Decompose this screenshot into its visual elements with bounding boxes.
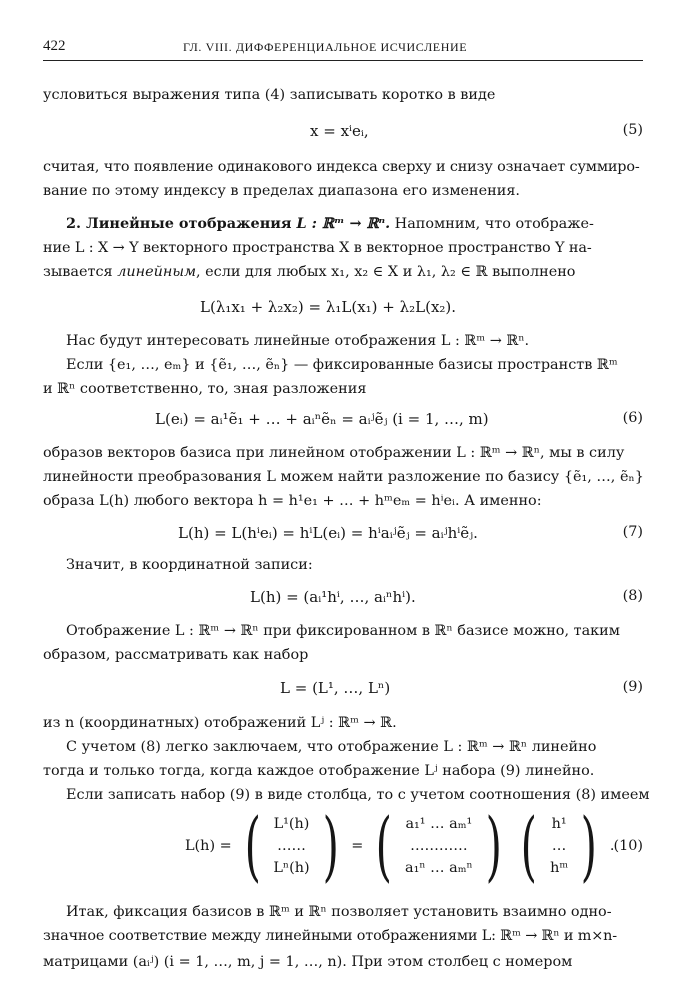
text-line: условиться выражения типа (4) записывать коротко в виде bbox=[43, 87, 496, 103]
formula-9: L = (L¹, …, Lⁿ) bbox=[280, 679, 391, 697]
right-paren: ) bbox=[322, 801, 339, 890]
page-number: 422 bbox=[43, 38, 66, 54]
formula-10 bbox=[185, 801, 615, 890]
formula-8: L(h) = (aᵢ¹hⁱ, …, aᵢⁿhⁱ). bbox=[250, 588, 416, 606]
f10-equals: = bbox=[351, 838, 364, 854]
emphasis: линейным bbox=[117, 264, 197, 280]
formula-6: L(eᵢ) = aᵢ¹ẽ₁ + … + aᵢⁿẽₙ = aᵢʲẽⱼ (i = 1, …, m) bbox=[155, 410, 489, 428]
text-line: значное соответствие между линейными отображениями L: ℝᵐ → ℝⁿ и m×n- bbox=[43, 928, 617, 944]
text-line: Нас будут интересовать линейные отображения L : ℝᵐ → ℝⁿ. bbox=[66, 333, 530, 349]
text-line: образом, рассматривать как набор bbox=[43, 647, 309, 663]
text-line: зывается линейным, если для любых x₁, x₂ ∈ X и λ₁, λ₂ ∈ ℝ выполнено bbox=[43, 264, 576, 280]
equation-number: (6) bbox=[622, 410, 643, 426]
text-line: тогда и только тогда, когда каждое отображение Lʲ набора (9) линейно. bbox=[43, 763, 595, 779]
section-formula: L : ℝᵐ → ℝⁿ. bbox=[291, 215, 391, 232]
equation-number: (10) bbox=[613, 838, 643, 854]
section-heading bbox=[66, 215, 594, 233]
text-line: линейности преобразования L можем найти разложение по базису {ẽ₁, …, ẽₙ} bbox=[43, 469, 644, 485]
text-line: ние L : X → Y векторного пространства X в векторное пространство Y на- bbox=[43, 240, 592, 256]
chapter-title: ГЛ. VIII. ДИФФЕРЕНЦИАЛЬНОЕ ИСЧИСЛЕНИЕ bbox=[183, 40, 468, 54]
text-line: С учетом (8) легко заключаем, что отображение L : ℝᵐ → ℝⁿ линейно bbox=[66, 739, 597, 755]
text-line: Итак, фиксация базисов в ℝᵐ и ℝⁿ позволяет установить взаимно одно- bbox=[66, 904, 612, 920]
f10-lhs: L(h) = bbox=[185, 838, 232, 854]
formula-5: x = xⁱeᵢ, bbox=[310, 122, 369, 140]
equation-number: (7) bbox=[622, 524, 643, 540]
formula-linearity: L(λ₁x₁ + λ₂x₂) = λ₁L(x₁) + λ₂L(x₂). bbox=[200, 298, 457, 316]
text-line: и ℝⁿ соответственно, то, зная разложения bbox=[43, 381, 367, 397]
text-line: вание по этому индексу в пределах диапазона его изменения. bbox=[43, 183, 520, 199]
text-line: образа L(h) любого вектора h = h¹e₁ + … + hᵐeₘ = hⁱeᵢ. А именно: bbox=[43, 493, 542, 509]
matrix-a: a₁¹ … aₘ¹ ………… a₁ⁿ … aₘⁿ bbox=[405, 816, 473, 876]
right-paren: ) bbox=[485, 801, 502, 890]
text-line: считая, что появление одинакового индекса сверху и снизу означает суммиро- bbox=[43, 159, 640, 175]
equation-number: (8) bbox=[622, 588, 643, 604]
left-paren: ( bbox=[244, 801, 261, 890]
equation-number: (9) bbox=[622, 679, 643, 695]
text-line: образов векторов базиса при линейном отображении L : ℝᵐ → ℝⁿ, мы в силу bbox=[43, 445, 625, 461]
column-vector-h: h¹ … hᵐ bbox=[550, 816, 569, 876]
text-line: Если записать набор (9) в виде столбца, то с учетом соотношения (8) имеем bbox=[66, 787, 650, 803]
f10-period: . bbox=[609, 838, 615, 854]
running-header bbox=[43, 38, 643, 58]
column-vector-L: L¹(h) …… Lⁿ(h) bbox=[273, 816, 310, 876]
formula-7: L(h) = L(hⁱeᵢ) = hⁱL(eᵢ) = hⁱaᵢʲẽⱼ = aᵢʲhⁱẽⱼ. bbox=[178, 524, 478, 542]
left-paren: ( bbox=[521, 801, 538, 890]
text-line: матрицами (aᵢʲ) (i = 1, …, m, j = 1, …, n). При этом столбец с номером bbox=[43, 954, 573, 970]
text-line: Если {e₁, …, eₘ} и {ẽ₁, …, ẽₙ} — фиксированные базисы пространств ℝᵐ bbox=[66, 357, 618, 373]
section-title: 2. Линейные отображения bbox=[66, 215, 292, 232]
text-line: Отображение L : ℝᵐ → ℝⁿ при фиксированном в ℝⁿ базисе можно, таким bbox=[66, 623, 620, 639]
text-line: из n (координатных) отображений Lʲ : ℝᵐ → ℝ. bbox=[43, 715, 397, 731]
left-paren: ( bbox=[376, 801, 393, 890]
text-line: Значит, в координатной записи: bbox=[66, 557, 313, 573]
section-text: Напомним, что отображе- bbox=[390, 216, 594, 232]
header-rule bbox=[43, 60, 643, 61]
equation-number: (5) bbox=[622, 122, 643, 138]
right-paren: ) bbox=[580, 801, 598, 890]
